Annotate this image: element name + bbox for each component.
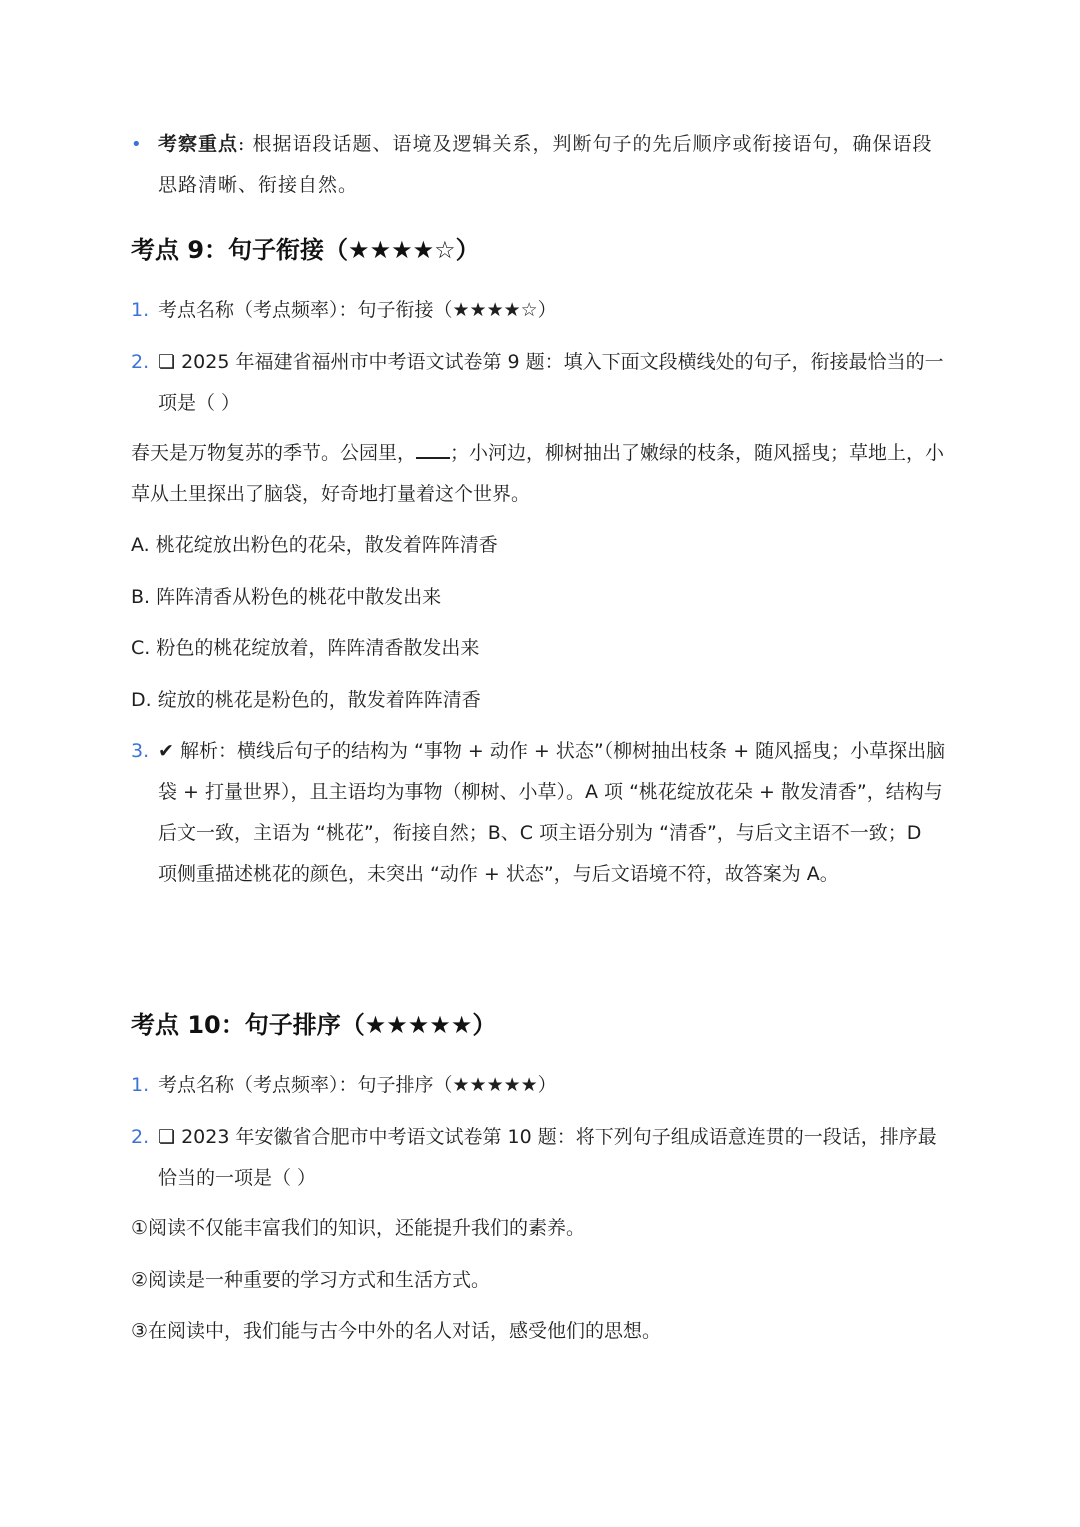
- option-c: C. 粉色的桃花绽放着，阵阵清香散发出来: [131, 637, 480, 659]
- focus-bullet: [131, 124, 946, 206]
- passage-end: ；小河边，柳树抽出了嫩绿的枝条，随风摇曳；草地上，小草从土里探出了脑袋，好奇地打量着这个世界。: [131, 442, 945, 505]
- list-number: 1.: [131, 1074, 150, 1096]
- item-text: 考点名称（考点频率）：句子排序（★★★★★）: [158, 1074, 557, 1096]
- option-a: A. 桃花绽放出粉色的花朵，散发着阵阵清香: [131, 534, 498, 556]
- option-d: D. 绽放的桃花是粉色的，散发着阵阵清香: [131, 689, 481, 711]
- sentence-2: ②阅读是一种重要的学习方式和生活方式。: [131, 1269, 491, 1291]
- bullet-dot-icon: •: [131, 134, 142, 155]
- analysis-text: ✔ 解析：横线后句子的结构为 “事物 + 动作 + 状态”（柳树抽出枝条 + 随风摇曳；小草探出脑袋 + 打量世界），且主语均为事物（柳树、小草）。A 项 “桃花绽放花朵 + 散发清香”，结构与后文一致，主语为 “桃花”，衔接自然；B、C 项主语分别为 “清香”，与后文主语不一致；D 项侧重描述桃花的颜色，未突出 “动作 + 状态”，与后文语境不符，故答案为 A。: [158, 740, 946, 885]
- section-10-heading: 考点 10：句子排序（★★★★★）: [131, 1011, 497, 1039]
- section-9-item-3: [131, 731, 946, 895]
- section-9-item-1: [131, 290, 946, 331]
- section-9-heading: 考点 9：句子衔接（★★★★☆）: [131, 236, 480, 264]
- fill-blank: [416, 439, 450, 459]
- option-b: B. 阵阵清香从粉色的桃花中散发出来: [131, 586, 442, 608]
- sentence-3: ③在阅读中，我们能与古今中外的名人对话，感受他们的思想。: [131, 1320, 662, 1342]
- list-number: 3.: [131, 740, 150, 762]
- item-text: 考点名称（考点频率）：句子衔接（★★★★☆）: [158, 299, 557, 321]
- item-text: ❏ 2023 年安徽省合肥市中考语文试卷第 10 题：将下列句子组成语意连贯的一段话，排序最恰当的一项是（ ）: [158, 1126, 937, 1189]
- section-9-item-2: [131, 342, 946, 424]
- passage: [131, 433, 946, 515]
- section-10-item-1: [131, 1065, 946, 1106]
- focus-text: 根据语段话题、语境及逻辑关系，判断句子的先后顺序或衔接语句，确保语段思路清晰、衔接自然。: [158, 133, 933, 196]
- sentence-1: ①阅读不仅能丰富我们的知识，还能提升我们的素养。: [131, 1217, 586, 1239]
- focus-sep: :: [238, 133, 246, 155]
- passage-start: 春天是万物复苏的季节。公园里，: [131, 442, 417, 464]
- focus-label: 考察重点: [158, 133, 239, 155]
- list-number: 1.: [131, 299, 150, 321]
- section-10-item-2: [131, 1117, 946, 1199]
- item-text: ❏ 2025 年福建省福州市中考语文试卷第 9 题：填入下面文段横线处的句子，衔接最恰当的一项是（ ）: [158, 351, 944, 414]
- list-number: 2.: [131, 351, 150, 373]
- list-number: 2.: [131, 1126, 150, 1148]
